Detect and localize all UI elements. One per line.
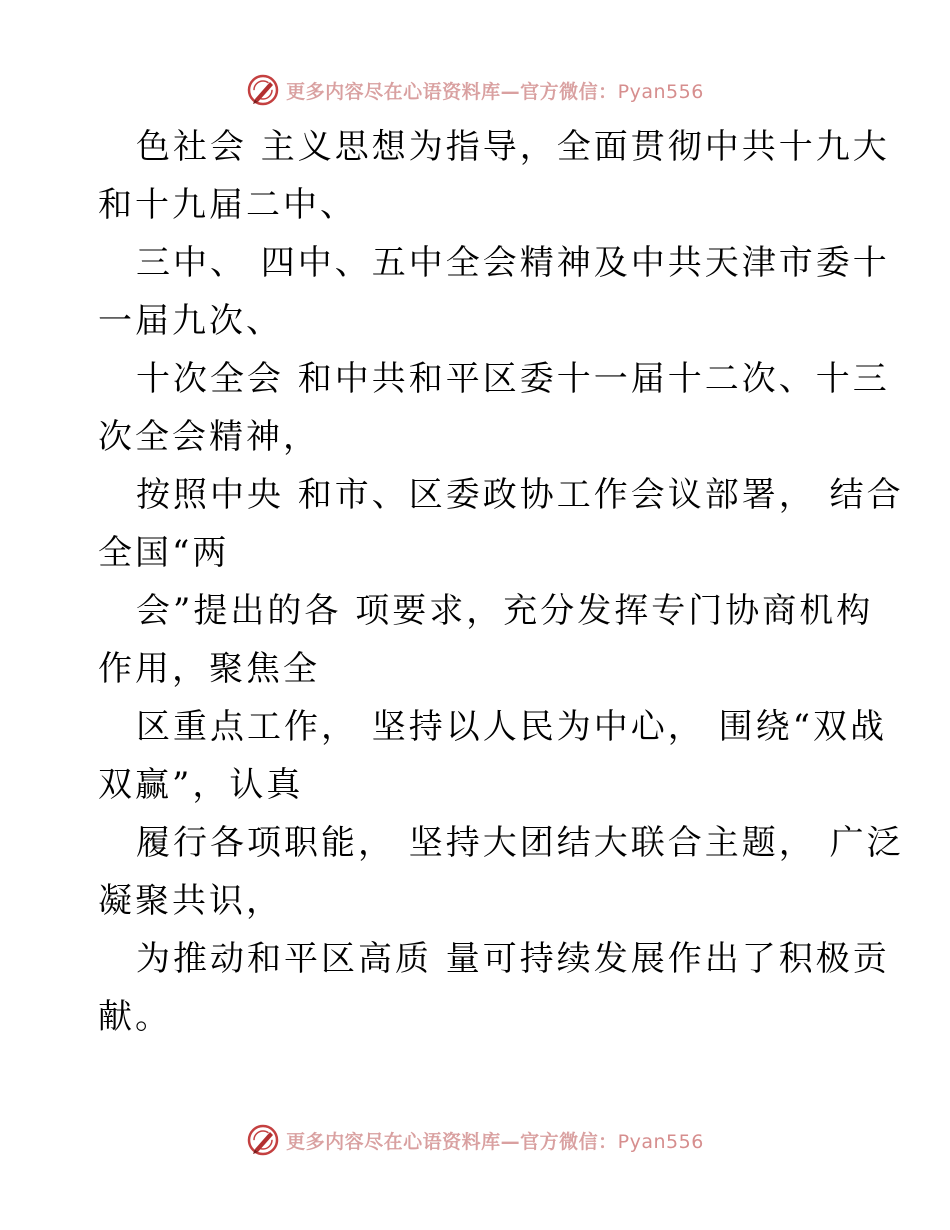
paragraph-line: 次全会精神，: [98, 417, 320, 457]
footer-banner: [0, 1122, 950, 1158]
paragraph-2: [98, 234, 890, 350]
paragraph-8: [98, 930, 890, 1046]
footer-banner-text: [286, 1127, 704, 1154]
paragraph-line: 十次全会 和中共和平区委十一届十二次、十三: [136, 359, 890, 399]
paragraph-line: 按照中央 和市、区委政协工作会议部署， 结合: [136, 475, 904, 515]
pen-logo-icon: [246, 73, 280, 107]
paragraph-line: 一届九次、: [98, 301, 283, 341]
footer-banner-handle: Pyan556: [617, 1130, 704, 1153]
pen-logo-icon: [246, 1123, 280, 1157]
paragraph-5: [98, 582, 874, 698]
paragraph-6: [98, 698, 887, 814]
paragraph-line: 作用，聚焦全: [98, 649, 320, 689]
header-banner-label: 更多内容尽在心语资料库—官方微信：: [286, 80, 618, 103]
paragraph-line: 三中、 四中、五中全会精神及中共天津市委十: [136, 243, 890, 283]
paragraph-line: 双赢”，认真: [98, 765, 304, 805]
paragraph-3: [98, 350, 890, 466]
header-banner: [0, 72, 950, 108]
document-body: [98, 118, 904, 1046]
paragraph-line: 色社会 主义思想为指导，全面贯彻中共十九大: [136, 127, 890, 167]
header-banner-handle: Pyan556: [617, 80, 704, 103]
footer-banner-label: 更多内容尽在心语资料库—官方微信：: [286, 1130, 618, 1153]
paragraph-line: 履行各项职能， 坚持大团结大联合主题， 广泛: [136, 823, 904, 863]
paragraph-4: [98, 466, 904, 582]
paragraph-line: 和十九届二中、: [98, 185, 357, 225]
paragraph-line: 区重点工作， 坚持以人民为中心， 围绕“双战: [136, 707, 887, 747]
paragraph-line: 为推动和平区高质 量可持续发展作出了积极贡: [136, 939, 890, 979]
paragraph-7: [98, 814, 904, 930]
paragraph-line: 献。: [98, 997, 172, 1037]
paragraph-line: 凝聚共识，: [98, 881, 283, 921]
paragraph-line: 会”提出的各 项要求，充分发挥专门协商机构: [136, 591, 874, 631]
paragraph-line: 全国“两: [98, 533, 230, 573]
paragraph-1: [98, 118, 890, 234]
header-banner-text: [286, 77, 704, 104]
